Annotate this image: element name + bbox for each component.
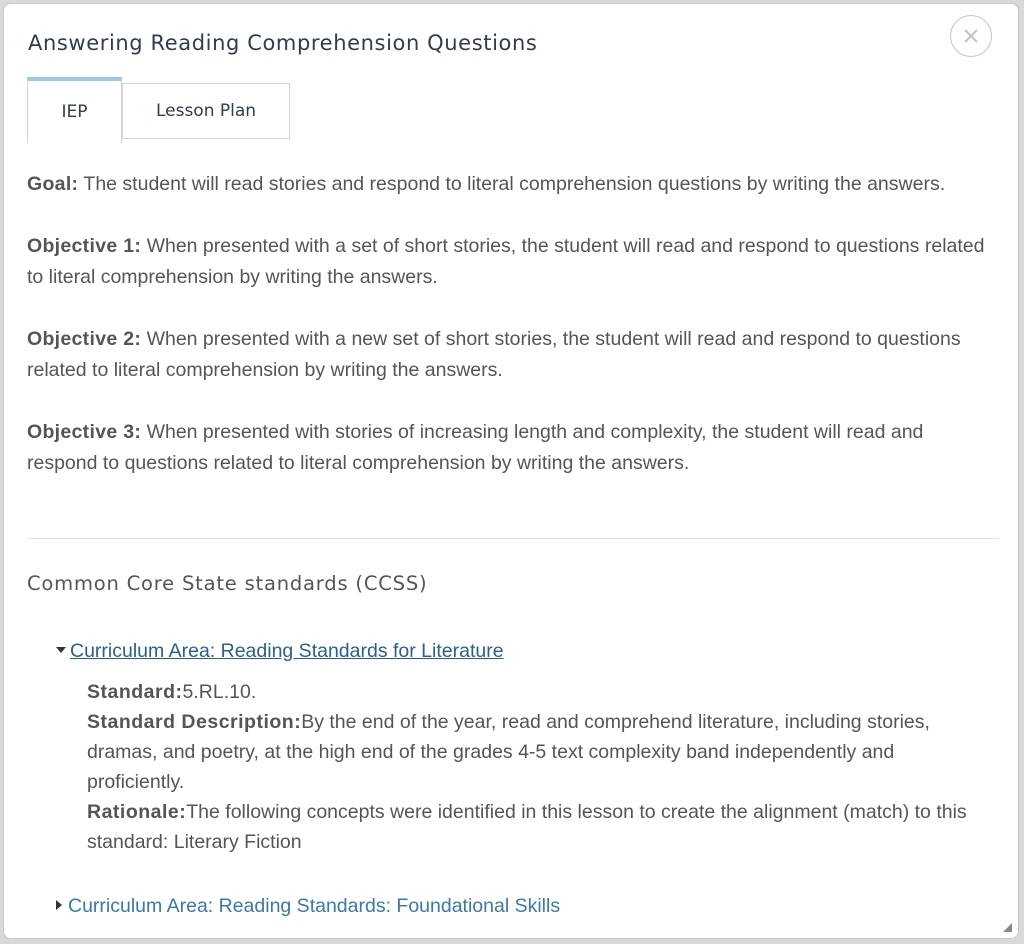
tab-lesson-plan[interactable]: Lesson Plan <box>122 83 290 139</box>
rationale-row <box>87 797 967 857</box>
standard-row <box>87 677 967 707</box>
objective-2 <box>27 324 997 386</box>
goal-label: Goal: <box>27 173 79 195</box>
tab-iep[interactable]: IEP <box>27 77 122 143</box>
caret-right-icon <box>56 900 62 910</box>
dialog-title: Answering Reading Comprehension Questions <box>28 31 538 55</box>
close-icon <box>961 26 981 46</box>
standard-description-value: By the end of the year, read and comprehend literature, including stories, dramas, and poetry, at the high end of the grades 4-5 text complexity band independently and proficiently. <box>87 711 930 793</box>
iep-content <box>27 169 997 510</box>
objective-1-text: When presented with a set of short stories, the student will read and respond to questions related to literal comprehension by writing the answers. <box>27 235 985 288</box>
curriculum-area-foundational[interactable] <box>56 895 560 918</box>
curriculum-area-foundational-link[interactable]: Curriculum Area: Reading Standards: Foundational Skills <box>68 895 561 917</box>
goal-paragraph <box>27 169 997 200</box>
standard-details <box>87 677 967 857</box>
modal-dialog <box>3 3 1019 939</box>
objective-3 <box>27 417 997 479</box>
objective-1-label: Objective 1: <box>27 235 142 257</box>
curriculum-area-literature-link[interactable]: Curriculum Area: Reading Standards for Literature <box>70 640 504 662</box>
objective-1 <box>27 231 997 293</box>
objective-3-label: Objective 3: <box>27 421 142 443</box>
curriculum-area-literature[interactable] <box>56 640 504 663</box>
close-button[interactable] <box>950 15 992 57</box>
standard-value: 5.RL.10. <box>182 681 257 703</box>
resize-handle[interactable] <box>1003 923 1012 932</box>
ccss-heading: Common Core State standards (CCSS) <box>27 572 428 595</box>
objective-2-label: Objective 2: <box>27 328 142 350</box>
standard-label: Standard: <box>87 681 183 703</box>
rationale-label: Rationale: <box>87 801 187 823</box>
caret-down-icon <box>56 647 66 653</box>
objective-3-text: When presented with stories of increasing length and complexity, the student will read and respond to questions related to literal comprehension by writing the answers. <box>27 421 924 474</box>
standard-description-row <box>87 707 967 797</box>
goal-text: The student will read stories and respond to literal comprehension questions by writing the answers. <box>78 173 946 195</box>
rationale-value: The following concepts were identified in this lesson to create the alignment (match) to this standard: Literary Fiction <box>87 801 967 853</box>
standard-description-label: Standard Description: <box>87 711 302 733</box>
objective-2-text: When presented with a new set of short stories, the student will read and respond to questions related to literal comprehension by writing the answers. <box>27 328 961 381</box>
section-divider <box>27 538 999 539</box>
